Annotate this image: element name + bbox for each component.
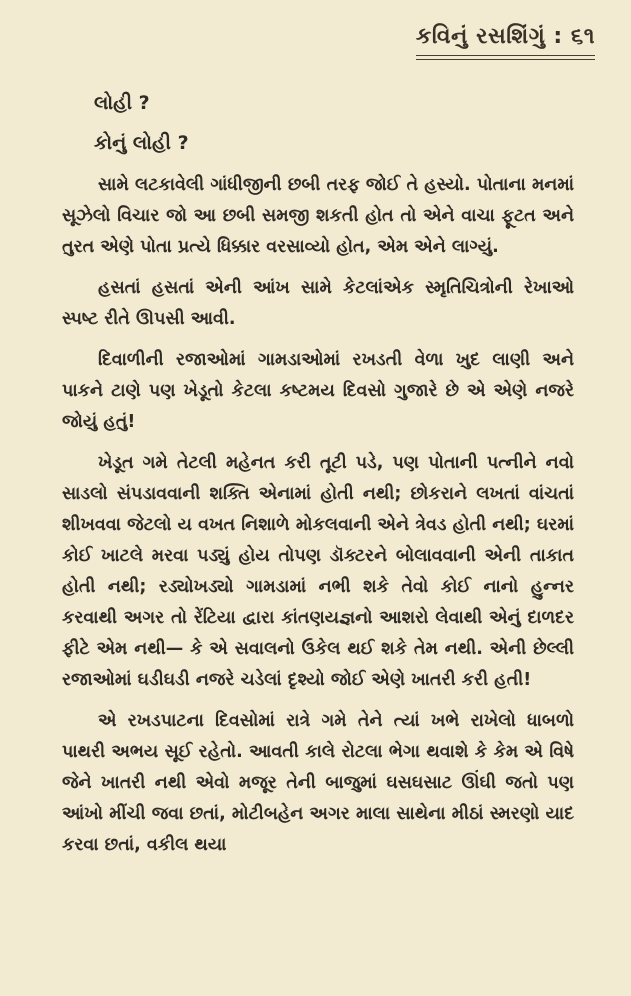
- paragraph-1: સામે લટકાવેલી ગાંધીજીની છબી તરફ જોઈ તે હસ્યો. પોતાના મનમાં સૂઝેલો વિચાર જો આ છબી સમજી શકતી હોત તો એને વાચા ફૂટત અને તુરત એણે પોતા પ્રત્યે ધિક્કાર વરસાવ્યો હોત, એમ એને લાગ્યું.: [62, 175, 574, 257]
- short-line-2: કોનું લોહી ?: [94, 132, 189, 154]
- page-body: [62, 90, 574, 871]
- paragraph-5: એ રખડપાટના દિવસોમાં રાત્રે ગમે તેને ત્યાં ખભે રાખેલો ધાબળો પાથરી અભય સૂઈ રહેતો. આવતી કાલે રોટલા ભેગા થવાશે કે કેમ એ વિષે જેને ખાતરી નથી એવો મજૂર તેની બાજુમાં ઘસઘસાટ ઊંઘી જતો પણ આંખો મીંચી જવા છતાં, મોટીબહેન અગર માલા સાથેના મીઠાં સ્મરણો યાદ કરવા છતાં, વકીલ થયા: [62, 711, 574, 855]
- running-header: કવિનું રસશિંગું : ૬૧: [416, 24, 595, 56]
- short-line-1: લોહી ?: [94, 92, 150, 114]
- paragraph-4: ખેડૂત ગમે તેટલી મહેનત કરી તૂટી પડે, પણ પોતાની પત્નીને નવો સાડલો સંપડાવવાની શક્તિ એનામાં હોતી નથી; છોકરાને લખતાં વાંચતાં શીખવવા જેટલો ય વખત નિશાળે મોકલવાની એને ત્રેવડ હોતી નથી; ઘરમાં કોઈ ખાટલે મરવા પડ્યું હોય તોપણ ડૉક્ટરને બોલાવવાની એની તાકાત હોતી નથી; રડ્યોખડ્યો ગામડામાં નભી શકે તેવો કોઈ નાનો હુન્નર કરવાથી અગર તો રેંટિયા દ્વારા કાંતણયજ્ઞનો આશરો લેવાથી એનું દાળદર ફીટે એમ નથી— કે એ સવાલનો ઉકેલ થઈ શકે તેમ નથી. એની છેલ્લી રજાઓમાં ઘડીઘડી નજરે ચડેલાં દૃશ્યો જોઈ એણે ખાતરી કરી હતી!: [62, 453, 574, 690]
- paragraph-3: દિવાળીની રજાઓમાં ગામડાઓમાં રખડતી વેળા ખુદ લાણી અને પાકને ટાણે પણ ખેડૂતો કેટલા કષ્ટમય દિવસો ગુજારે છે એ એણે નજરે જોયું હતું!: [62, 350, 574, 432]
- paragraph-2: હસતાં હસતાં એની આંખ સામે કેટલાંએક સ્મૃતિચિત્રોની રેખાઓ સ્પષ્ટ રીતે ઊપસી આવી.: [62, 278, 574, 329]
